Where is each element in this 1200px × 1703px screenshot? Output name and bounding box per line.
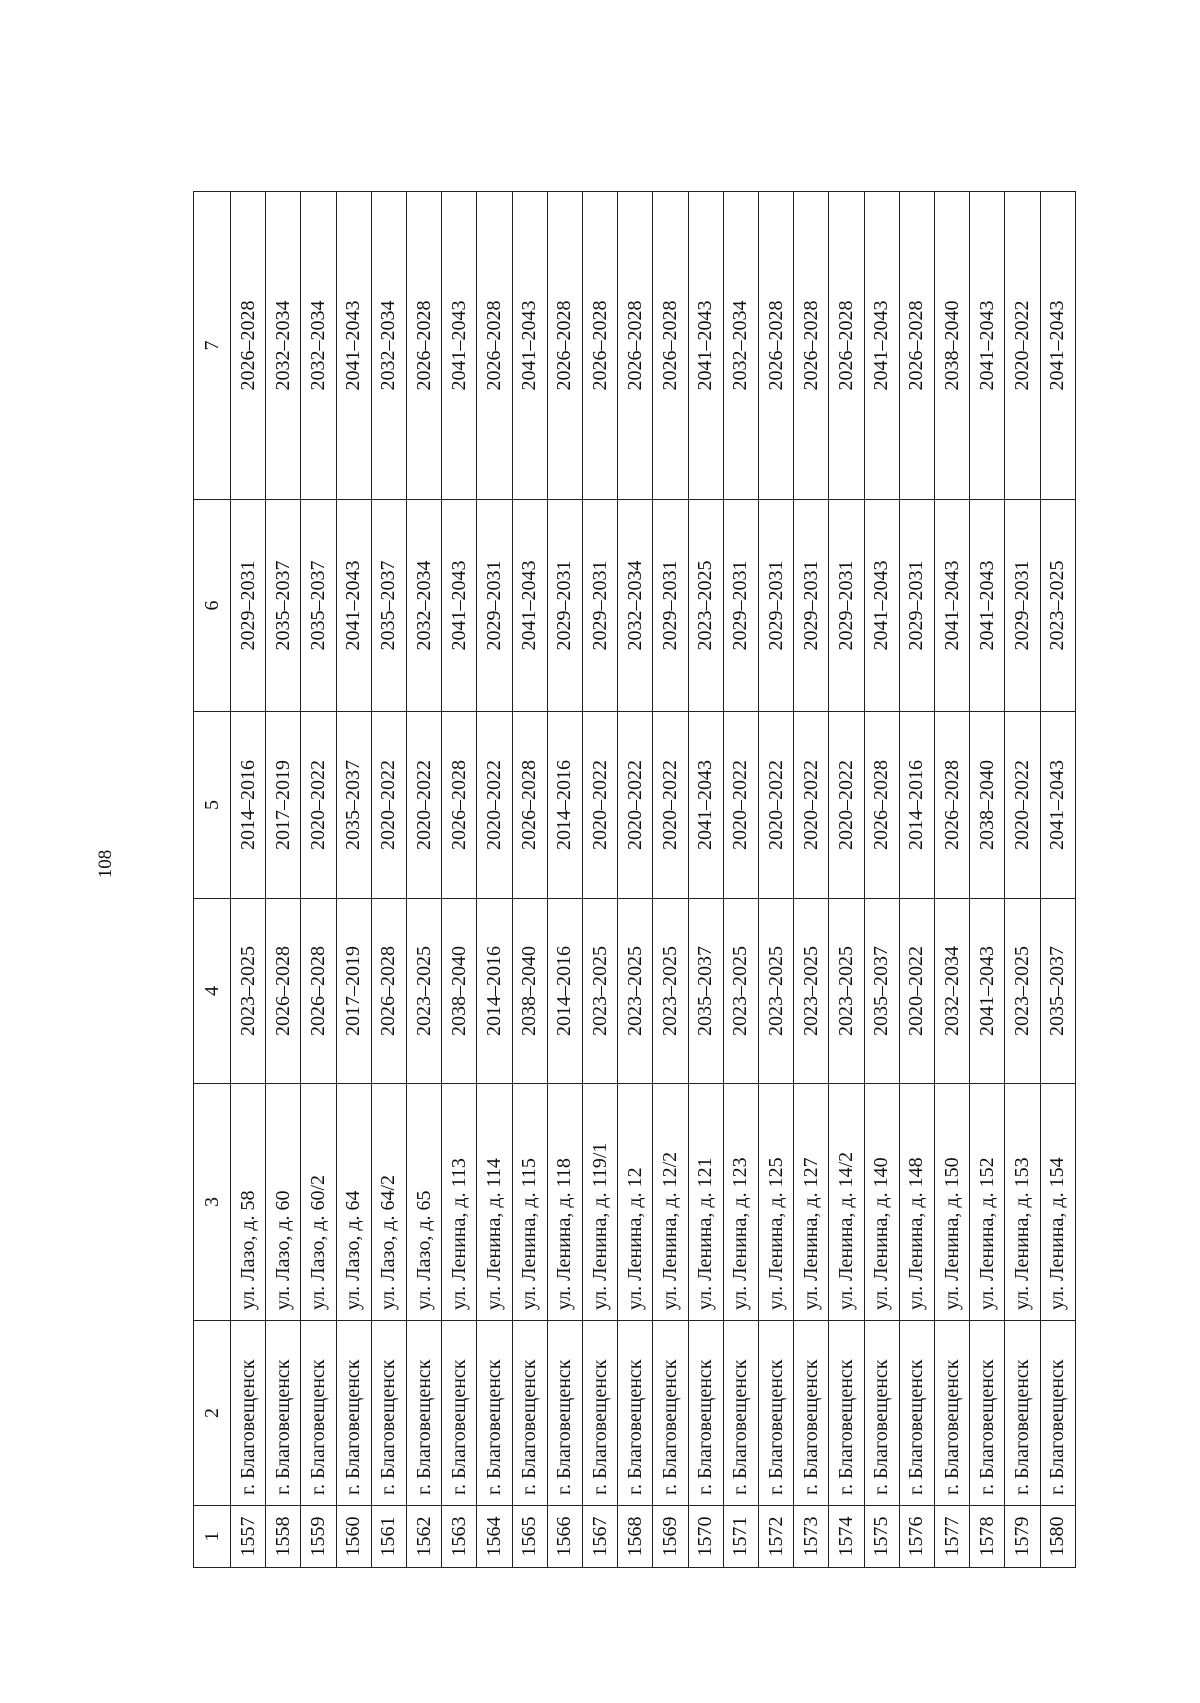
period-cell-5: 2020–2022 (583, 712, 618, 899)
table-row (301, 192, 336, 1568)
period-cell-7: 2026–2028 (583, 192, 618, 500)
address-cell: ул. Ленина, д. 127 (794, 1084, 829, 1321)
row-number-cell: 1571 (723, 1506, 758, 1568)
period-cell-7: 2032–2034 (301, 192, 336, 500)
period-cell-5: 2014–2016 (231, 712, 266, 899)
period-cell-6: 2029–2031 (759, 500, 794, 712)
period-cell-4: 2041–2043 (970, 899, 1005, 1084)
city-cell: г. Благовещенск (301, 1321, 336, 1506)
address-cell: ул. Ленина, д. 153 (1005, 1084, 1040, 1321)
table-body (231, 192, 1076, 1568)
table-row (266, 192, 301, 1568)
period-cell-4: 2035–2037 (864, 899, 899, 1084)
period-cell-4: 2023–2025 (794, 899, 829, 1084)
period-cell-4: 2035–2037 (1040, 899, 1075, 1084)
period-cell-6: 2023–2025 (1040, 500, 1075, 712)
period-cell-5: 2020–2022 (477, 712, 512, 899)
period-cell-7: 2032–2034 (266, 192, 301, 500)
period-cell-5: 2020–2022 (759, 712, 794, 899)
city-cell: г. Благовещенск (442, 1321, 477, 1506)
period-cell-5: 2026–2028 (935, 712, 970, 899)
city-cell: г. Благовещенск (512, 1321, 547, 1506)
city-cell: г. Благовещенск (935, 1321, 970, 1506)
city-cell: г. Благовещенск (1005, 1321, 1040, 1506)
row-number-cell: 1557 (231, 1506, 266, 1568)
period-cell-6: 2041–2043 (512, 500, 547, 712)
city-cell: г. Благовещенск (794, 1321, 829, 1506)
period-cell-6: 2029–2031 (1005, 500, 1040, 712)
address-cell: ул. Ленина, д. 14/2 (829, 1084, 864, 1321)
row-number-cell: 1566 (547, 1506, 582, 1568)
row-number-cell: 1575 (864, 1506, 899, 1568)
period-cell-4: 2014–2016 (547, 899, 582, 1084)
period-cell-5: 2014–2016 (899, 712, 934, 899)
period-cell-6: 2032–2034 (618, 500, 653, 712)
period-cell-5: 2020–2022 (829, 712, 864, 899)
table-row (583, 192, 618, 1568)
column-header: 4 (194, 899, 231, 1084)
table-row (477, 192, 512, 1568)
city-cell: г. Благовещенск (583, 1321, 618, 1506)
period-cell-7: 2041–2043 (442, 192, 477, 500)
address-cell: ул. Ленина, д. 125 (759, 1084, 794, 1321)
address-cell: ул. Ленина, д. 12/2 (653, 1084, 688, 1321)
row-number-cell: 1562 (407, 1506, 442, 1568)
table-row (864, 192, 899, 1568)
address-cell: ул. Ленина, д. 123 (723, 1084, 758, 1321)
period-cell-7: 2041–2043 (512, 192, 547, 500)
period-cell-7: 2026–2028 (547, 192, 582, 500)
period-cell-7: 2026–2028 (794, 192, 829, 500)
period-cell-7: 2032–2034 (371, 192, 406, 500)
column-header: 6 (194, 500, 231, 712)
period-cell-6: 2041–2043 (442, 500, 477, 712)
row-number-cell: 1558 (266, 1506, 301, 1568)
city-cell: г. Благовещенск (970, 1321, 1005, 1506)
period-cell-6: 2029–2031 (477, 500, 512, 712)
schedule-table-container (193, 192, 1076, 1568)
period-cell-4: 2023–2025 (759, 899, 794, 1084)
table-row (688, 192, 723, 1568)
city-cell: г. Благовещенск (1040, 1321, 1075, 1506)
table-row (723, 192, 758, 1568)
row-number-cell: 1576 (899, 1506, 934, 1568)
period-cell-4: 2026–2028 (371, 899, 406, 1084)
column-header: 3 (194, 1084, 231, 1321)
city-cell: г. Благовещенск (864, 1321, 899, 1506)
address-cell: ул. Лазо, д. 64/2 (371, 1084, 406, 1321)
period-cell-4: 2038–2040 (512, 899, 547, 1084)
schedule-table (193, 191, 1076, 1568)
row-number-cell: 1579 (1005, 1506, 1040, 1568)
period-cell-7: 2026–2028 (829, 192, 864, 500)
table-row (970, 192, 1005, 1568)
period-cell-4: 2023–2025 (583, 899, 618, 1084)
period-cell-7: 2026–2028 (407, 192, 442, 500)
city-cell: г. Благовещенск (653, 1321, 688, 1506)
column-header: 2 (194, 1321, 231, 1506)
row-number-cell: 1572 (759, 1506, 794, 1568)
period-cell-7: 2026–2028 (759, 192, 794, 500)
row-number-cell: 1578 (970, 1506, 1005, 1568)
address-cell: ул. Ленина, д. 121 (688, 1084, 723, 1321)
city-cell: г. Благовещенск (759, 1321, 794, 1506)
period-cell-4: 2023–2025 (723, 899, 758, 1084)
period-cell-4: 2032–2034 (935, 899, 970, 1084)
period-cell-5: 2014–2016 (547, 712, 582, 899)
period-cell-6: 2029–2031 (583, 500, 618, 712)
period-cell-7: 2041–2043 (688, 192, 723, 500)
city-cell: г. Благовещенск (547, 1321, 582, 1506)
city-cell: г. Благовещенск (829, 1321, 864, 1506)
period-cell-4: 2023–2025 (653, 899, 688, 1084)
period-cell-6: 2029–2031 (723, 500, 758, 712)
period-cell-4: 2020–2022 (899, 899, 934, 1084)
table-row (231, 192, 266, 1568)
table-row (1040, 192, 1075, 1568)
table-row (371, 192, 406, 1568)
table-row (512, 192, 547, 1568)
address-cell: ул. Ленина, д. 12 (618, 1084, 653, 1321)
period-cell-5: 2035–2037 (336, 712, 371, 899)
address-cell: ул. Ленина, д. 154 (1040, 1084, 1075, 1321)
address-cell: ул. Ленина, д. 113 (442, 1084, 477, 1321)
row-number-cell: 1570 (688, 1506, 723, 1568)
address-cell: ул. Ленина, д. 118 (547, 1084, 582, 1321)
period-cell-7: 2026–2028 (477, 192, 512, 500)
period-cell-7: 2032–2034 (723, 192, 758, 500)
address-cell: ул. Лазо, д. 60/2 (301, 1084, 336, 1321)
table-row (794, 192, 829, 1568)
period-cell-4: 2014–2016 (477, 899, 512, 1084)
address-cell: ул. Лазо, д. 60 (266, 1084, 301, 1321)
row-number-cell: 1568 (618, 1506, 653, 1568)
period-cell-5: 2038–2040 (970, 712, 1005, 899)
period-cell-4: 2023–2025 (407, 899, 442, 1084)
period-cell-7: 2026–2028 (618, 192, 653, 500)
city-cell: г. Благовещенск (231, 1321, 266, 1506)
row-number-cell: 1574 (829, 1506, 864, 1568)
city-cell: г. Благовещенск (371, 1321, 406, 1506)
period-cell-6: 2029–2031 (653, 500, 688, 712)
address-cell: ул. Лазо, д. 65 (407, 1084, 442, 1321)
row-number-cell: 1564 (477, 1506, 512, 1568)
period-cell-6: 2041–2043 (336, 500, 371, 712)
period-cell-5: 2020–2022 (794, 712, 829, 899)
period-cell-7: 2041–2043 (1040, 192, 1075, 500)
period-cell-7: 2026–2028 (231, 192, 266, 500)
table-row (899, 192, 934, 1568)
table-row (407, 192, 442, 1568)
table-row (618, 192, 653, 1568)
city-cell: г. Благовещенск (266, 1321, 301, 1506)
period-cell-5: 2020–2022 (1005, 712, 1040, 899)
table-row (653, 192, 688, 1568)
address-cell: ул. Ленина, д. 140 (864, 1084, 899, 1321)
period-cell-4: 2026–2028 (266, 899, 301, 1084)
city-cell: г. Благовещенск (477, 1321, 512, 1506)
address-cell: ул. Ленина, д. 114 (477, 1084, 512, 1321)
period-cell-4: 2023–2025 (829, 899, 864, 1084)
period-cell-7: 2041–2043 (336, 192, 371, 500)
row-number-cell: 1567 (583, 1506, 618, 1568)
period-cell-7: 2041–2043 (970, 192, 1005, 500)
table-row (935, 192, 970, 1568)
period-cell-6: 2032–2034 (407, 500, 442, 712)
city-cell: г. Благовещенск (688, 1321, 723, 1506)
period-cell-5: 2020–2022 (618, 712, 653, 899)
period-cell-5: 2026–2028 (442, 712, 477, 899)
period-cell-5: 2020–2022 (301, 712, 336, 899)
address-cell: ул. Ленина, д. 148 (899, 1084, 934, 1321)
address-cell: ул. Лазо, д. 64 (336, 1084, 371, 1321)
period-cell-5: 2020–2022 (407, 712, 442, 899)
table-row (336, 192, 371, 1568)
period-cell-6: 2041–2043 (970, 500, 1005, 712)
period-cell-5: 2020–2022 (371, 712, 406, 899)
period-cell-5: 2017–2019 (266, 712, 301, 899)
table-row (1005, 192, 1040, 1568)
table-row (829, 192, 864, 1568)
period-cell-6: 2041–2043 (935, 500, 970, 712)
table-row (759, 192, 794, 1568)
period-cell-6: 2041–2043 (864, 500, 899, 712)
row-number-cell: 1561 (371, 1506, 406, 1568)
row-number-cell: 1560 (336, 1506, 371, 1568)
period-cell-5: 2020–2022 (653, 712, 688, 899)
period-cell-7: 2038–2040 (935, 192, 970, 500)
table-header-row (194, 192, 231, 1568)
city-cell: г. Благовещенск (899, 1321, 934, 1506)
row-number-cell: 1559 (301, 1506, 336, 1568)
address-cell: ул. Ленина, д. 115 (512, 1084, 547, 1321)
city-cell: г. Благовещенск (407, 1321, 442, 1506)
row-number-cell: 1569 (653, 1506, 688, 1568)
row-number-cell: 1577 (935, 1506, 970, 1568)
address-cell: ул. Ленина, д. 119/1 (583, 1084, 618, 1321)
period-cell-4: 2035–2037 (688, 899, 723, 1084)
period-cell-5: 2041–2043 (1040, 712, 1075, 899)
period-cell-4: 2017–2019 (336, 899, 371, 1084)
period-cell-6: 2029–2031 (794, 500, 829, 712)
period-cell-7: 2026–2028 (899, 192, 934, 500)
period-cell-5: 2041–2043 (688, 712, 723, 899)
column-header: 5 (194, 712, 231, 899)
period-cell-6: 2029–2031 (547, 500, 582, 712)
row-number-cell: 1565 (512, 1506, 547, 1568)
row-number-cell: 1563 (442, 1506, 477, 1568)
address-cell: ул. Лазо, д. 58 (231, 1084, 266, 1321)
city-cell: г. Благовещенск (336, 1321, 371, 1506)
address-cell: ул. Ленина, д. 152 (970, 1084, 1005, 1321)
page-number-text: 108 (95, 849, 116, 879)
period-cell-4: 2023–2025 (1005, 899, 1040, 1084)
period-cell-7: 2020–2022 (1005, 192, 1040, 500)
table-row (442, 192, 477, 1568)
period-cell-6: 2035–2037 (266, 500, 301, 712)
city-cell: г. Благовещенск (723, 1321, 758, 1506)
period-cell-6: 2029–2031 (829, 500, 864, 712)
period-cell-6: 2023–2025 (688, 500, 723, 712)
period-cell-4: 2023–2025 (618, 899, 653, 1084)
period-cell-4: 2038–2040 (442, 899, 477, 1084)
table-row (547, 192, 582, 1568)
period-cell-6: 2029–2031 (899, 500, 934, 712)
period-cell-5: 2020–2022 (723, 712, 758, 899)
period-cell-6: 2035–2037 (371, 500, 406, 712)
city-cell: г. Благовещенск (618, 1321, 653, 1506)
period-cell-6: 2035–2037 (301, 500, 336, 712)
period-cell-7: 2026–2028 (653, 192, 688, 500)
period-cell-4: 2023–2025 (231, 899, 266, 1084)
column-header: 1 (194, 1506, 231, 1568)
period-cell-4: 2026–2028 (301, 899, 336, 1084)
row-number-cell: 1573 (794, 1506, 829, 1568)
address-cell: ул. Ленина, д. 150 (935, 1084, 970, 1321)
period-cell-5: 2026–2028 (512, 712, 547, 899)
column-header: 7 (194, 192, 231, 500)
period-cell-7: 2041–2043 (864, 192, 899, 500)
period-cell-5: 2026–2028 (864, 712, 899, 899)
row-number-cell: 1580 (1040, 1506, 1075, 1568)
period-cell-6: 2029–2031 (231, 500, 266, 712)
